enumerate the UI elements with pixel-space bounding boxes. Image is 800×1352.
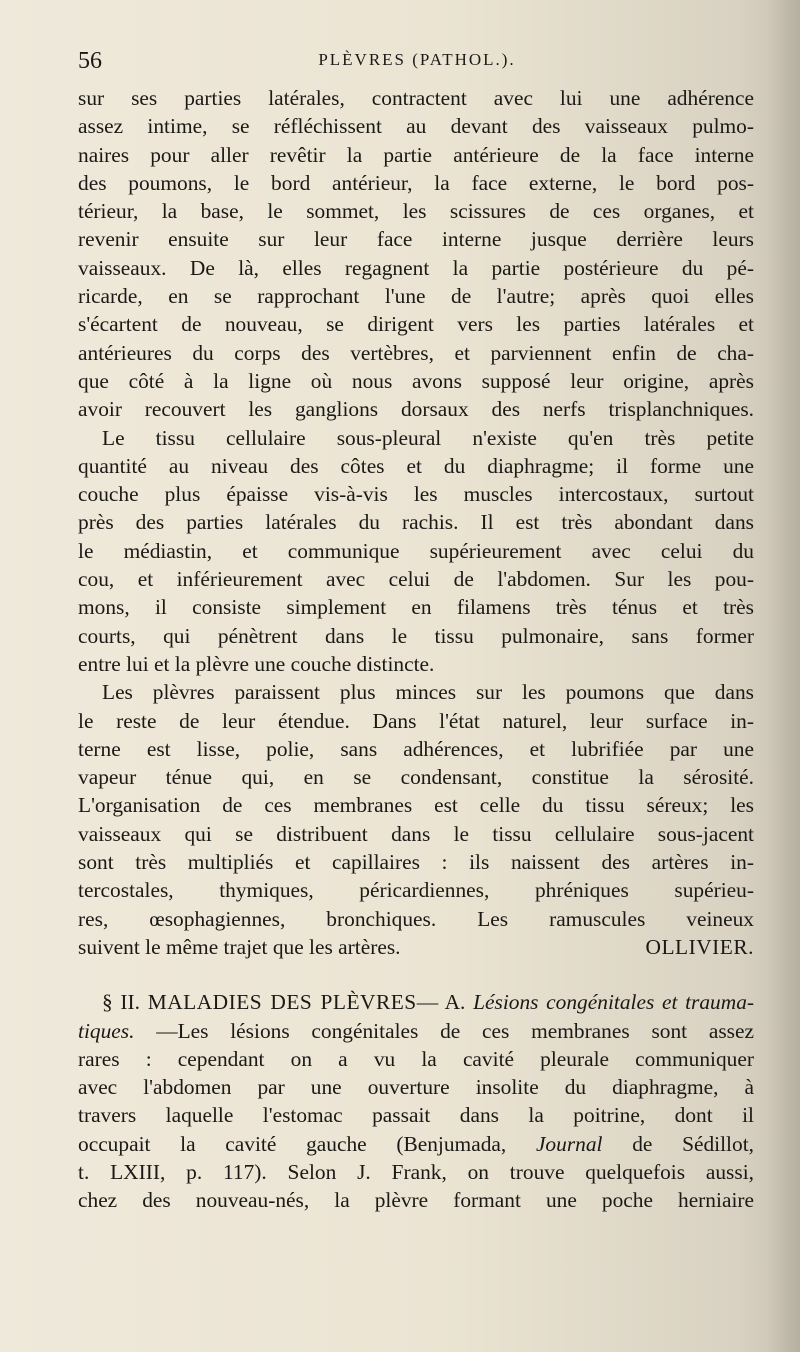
text-line: t. LXIII, p. 117). Selon J. Frank, on trouve quelquefois aussi, xyxy=(78,1159,754,1184)
text-line: térieur, la base, le sommet, les scissures de ces organes, et xyxy=(78,199,754,224)
text-line: cou, et inférieurement avec celui de l'abdomen. Sur les pou- xyxy=(78,567,754,592)
text-line: quantité au niveau des côtes et du diaphragme; il forme une xyxy=(78,453,754,478)
paragraph-2 xyxy=(78,424,754,679)
author-signature: OLLIVIER. xyxy=(645,934,754,959)
body-text xyxy=(78,84,754,1215)
text-line: près des parties latérales du rachis. Il est très abondant dans xyxy=(78,510,754,535)
text-line: sont très multipliés et capillaires : ils naissent des artères in- xyxy=(78,850,754,875)
text-line: res, œsophagiennes, bronchiques. Les ramuscules veineux xyxy=(78,906,754,931)
text-line: vaisseaux. De là, elles regagnent la partie postérieure du pé- xyxy=(78,255,754,280)
text-line: le médiastin, et communique supérieurement avec celui du xyxy=(78,538,754,563)
text-line: vapeur ténue qui, en se condensant, constitue la sérosité. xyxy=(78,765,754,790)
page-header xyxy=(78,46,756,80)
text-line: revenir ensuite sur leur face interne jusque derrière leurs xyxy=(78,227,754,252)
text-fragment: de Sédillot, xyxy=(602,1131,754,1156)
text-line: terne est lisse, polie, sans adhérences, et lubrifiée par une xyxy=(78,736,754,761)
text-line: le reste de leur étendue. Dans l'état naturel, leur surface in- xyxy=(78,708,754,733)
text-line: Le tissu cellulaire sous-pleural n'existe qu'en très petite xyxy=(102,425,754,450)
text-line: antérieures du corps des vertèbres, et parviennent enfin de cha- xyxy=(78,340,754,365)
text-line: chez des nouveau-nés, la plèvre formant une poche herniaire xyxy=(78,1188,754,1213)
text-line: ricarde, en se rapprochant l'une de l'autre; après quoi elles xyxy=(78,284,754,309)
journal-title: Journal xyxy=(535,1131,603,1156)
text-line: rares : cependant on a vu la cavité pleurale communiquer xyxy=(78,1046,754,1071)
text-line: avec l'abdomen par une ouverture insolite du diaphragme, à xyxy=(78,1075,754,1100)
text-line: travers laquelle l'estomac passait dans la poitrine, dont il xyxy=(78,1103,754,1128)
section-title: MALADIES DES PLÈVRES xyxy=(147,990,417,1015)
text-line: mons, il consiste simplement en filamens très ténus et très xyxy=(78,595,754,620)
section-subtitle: Lésions congénitales et trauma- xyxy=(473,990,755,1015)
text-line: assez intime, se réfléchissent au devant des vaisseaux pulmo- xyxy=(78,114,754,139)
text-line: que côté à la ligne où nous avons supposé leur origine, après xyxy=(78,368,754,393)
text-line: courts, qui pénètrent dans le tissu pulmonaire, sans former xyxy=(78,623,754,648)
text-line: tercostales, thymiques, péricardiennes, phréniques supérieu- xyxy=(78,878,754,903)
text-line: vaisseaux qui se distribuent dans le tissu cellulaire sous-jacent xyxy=(78,821,754,846)
text-line xyxy=(78,1017,754,1045)
section-subtitle-letter: — A. xyxy=(416,990,466,1015)
text-fragment: occupait la cavité gauche (Benjumada, xyxy=(78,1131,536,1156)
text-line: avoir recouvert les ganglions dorsaux des nerfs trisplanchniques. xyxy=(78,397,754,422)
section-heading-line xyxy=(78,988,754,1016)
page-gutter-shadow xyxy=(766,0,800,1352)
signature-line xyxy=(78,933,754,961)
section-2 xyxy=(78,988,754,1214)
text-line xyxy=(78,1130,754,1158)
text-line: s'écartent de nouveau, se dirigent vers les parties latérales et xyxy=(78,312,754,337)
text-line: L'organisation de ces membranes est celle du tissu séreux; les xyxy=(78,793,754,818)
text-line: couche plus épaisse vis-à-vis les muscles intercostaux, surtout xyxy=(78,482,754,507)
text-line: entre lui et la plèvre une couche distincte. xyxy=(78,651,435,676)
running-title: PLÈVRES (PATHOL.). xyxy=(318,50,516,69)
page-number: 56 xyxy=(78,48,102,74)
text-line: suivent le même trajet que les artères. xyxy=(78,934,401,959)
text-line: naires pour aller revêtir la partie antérieure de la face interne xyxy=(78,142,754,167)
paragraph-1 xyxy=(78,84,754,424)
paragraph-3 xyxy=(78,678,754,961)
text-line: des poumons, le bord antérieur, la face externe, le bord pos- xyxy=(78,170,754,195)
text-line: sur ses parties latérales, contractent avec lui une adhérence xyxy=(78,86,754,110)
section-number: § II. xyxy=(102,990,140,1015)
text-fragment: —Les lésions congénitales de ces membranes sont assez xyxy=(134,1018,754,1043)
text-line: Les plèvres paraissent plus minces sur les poumons que dans xyxy=(102,680,754,705)
section-subtitle-end: tiques. xyxy=(78,1018,135,1043)
